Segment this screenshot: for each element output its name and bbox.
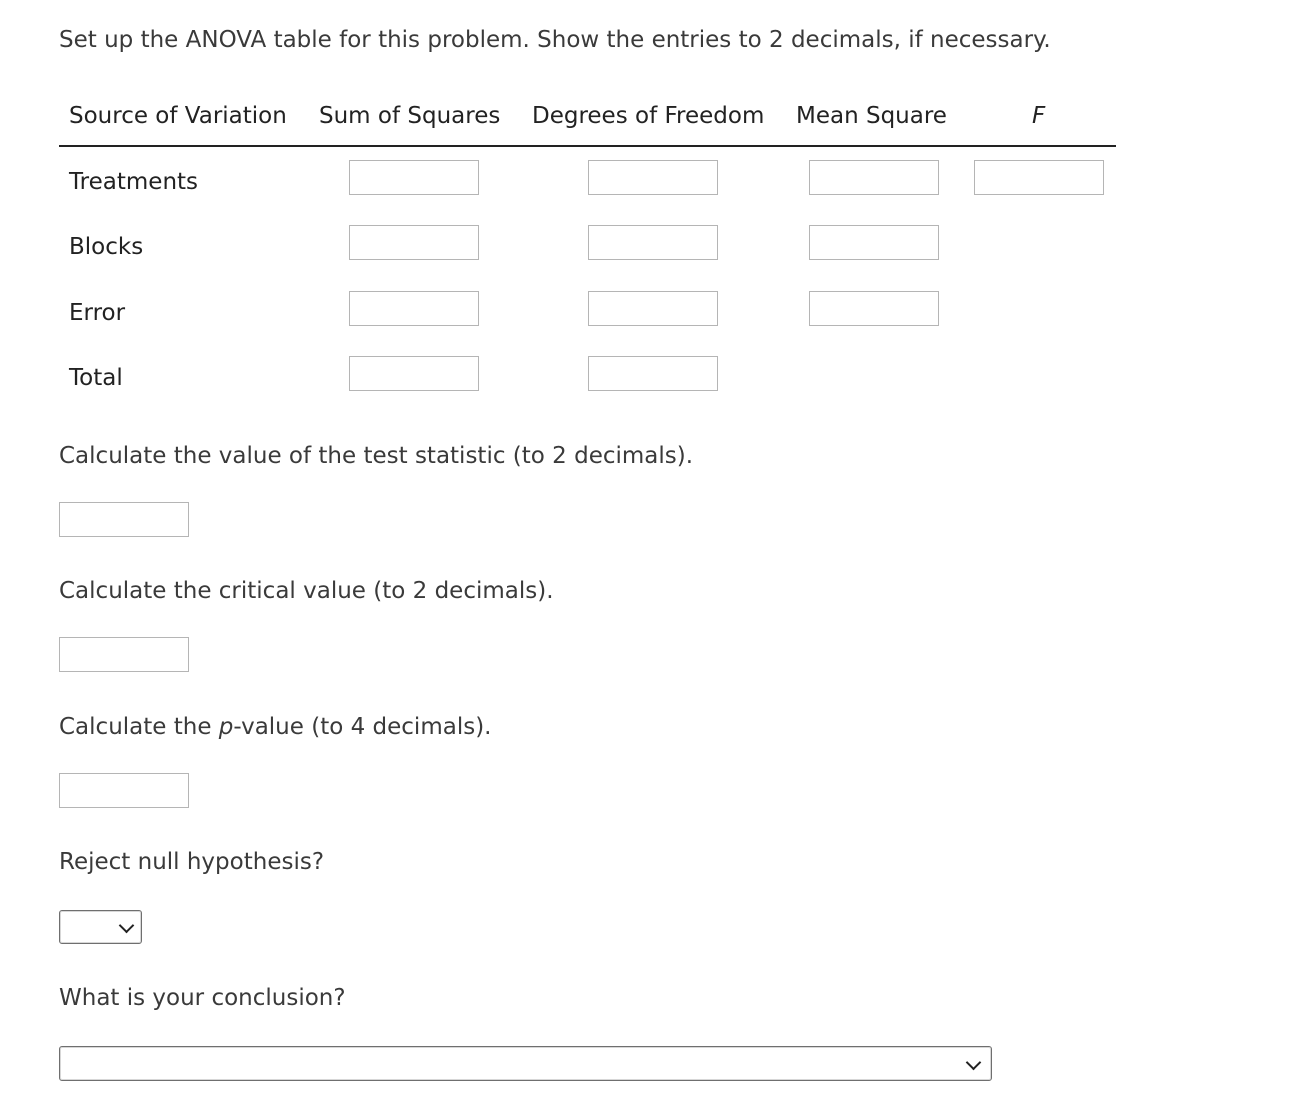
blocks-df-input[interactable] [588,225,718,260]
treatments-f-input[interactable] [974,160,1104,195]
error-ss-input[interactable] [349,291,479,326]
reject-null-select[interactable] [59,910,142,944]
header-f: F [1032,103,1046,129]
conclusion-prompt: What is your conclusion? [59,985,346,1011]
p-value-prompt-before: Calculate the [59,714,219,740]
treatments-ms-input[interactable] [809,160,939,195]
conclusion-select[interactable] [59,1046,992,1081]
chevron-down-icon [119,918,135,934]
p-value-prompt-after: -value (to 4 decimals). [233,714,492,740]
error-ms-input[interactable] [809,291,939,326]
blocks-ms-input[interactable] [809,225,939,260]
reject-null-prompt: Reject null hypothesis? [59,849,325,875]
total-df-input[interactable] [588,356,718,391]
header-source-of-variation: Source of Variation [69,103,287,129]
row-label-total: Total [69,365,123,391]
critical-value-input[interactable] [59,637,189,672]
row-label-blocks: Blocks [69,234,144,260]
treatments-ss-input[interactable] [349,160,479,195]
blocks-ss-input[interactable] [349,225,479,260]
row-label-treatments: Treatments [69,169,199,195]
test-statistic-input[interactable] [59,502,189,537]
header-mean-square: Mean Square [796,103,947,129]
critical-value-prompt: Calculate the critical value (to 2 decimals). [59,578,554,604]
p-value-input[interactable] [59,773,189,808]
header-degrees-of-freedom: Degrees of Freedom [532,103,765,129]
chevron-down-icon [966,1055,982,1071]
header-divider [59,145,1116,147]
header-sum-of-squares: Sum of Squares [319,103,501,129]
p-variable: p [218,714,234,740]
error-df-input[interactable] [588,291,718,326]
test-statistic-prompt: Calculate the value of the test statistic (to 2 decimals). [59,443,694,469]
p-value-prompt [59,713,491,741]
instructions-text: Set up the ANOVA table for this problem. Show the entries to 2 decimals, if necessary. [59,27,1051,53]
row-label-error: Error [69,300,126,326]
treatments-df-input[interactable] [588,160,718,195]
total-ss-input[interactable] [349,356,479,391]
